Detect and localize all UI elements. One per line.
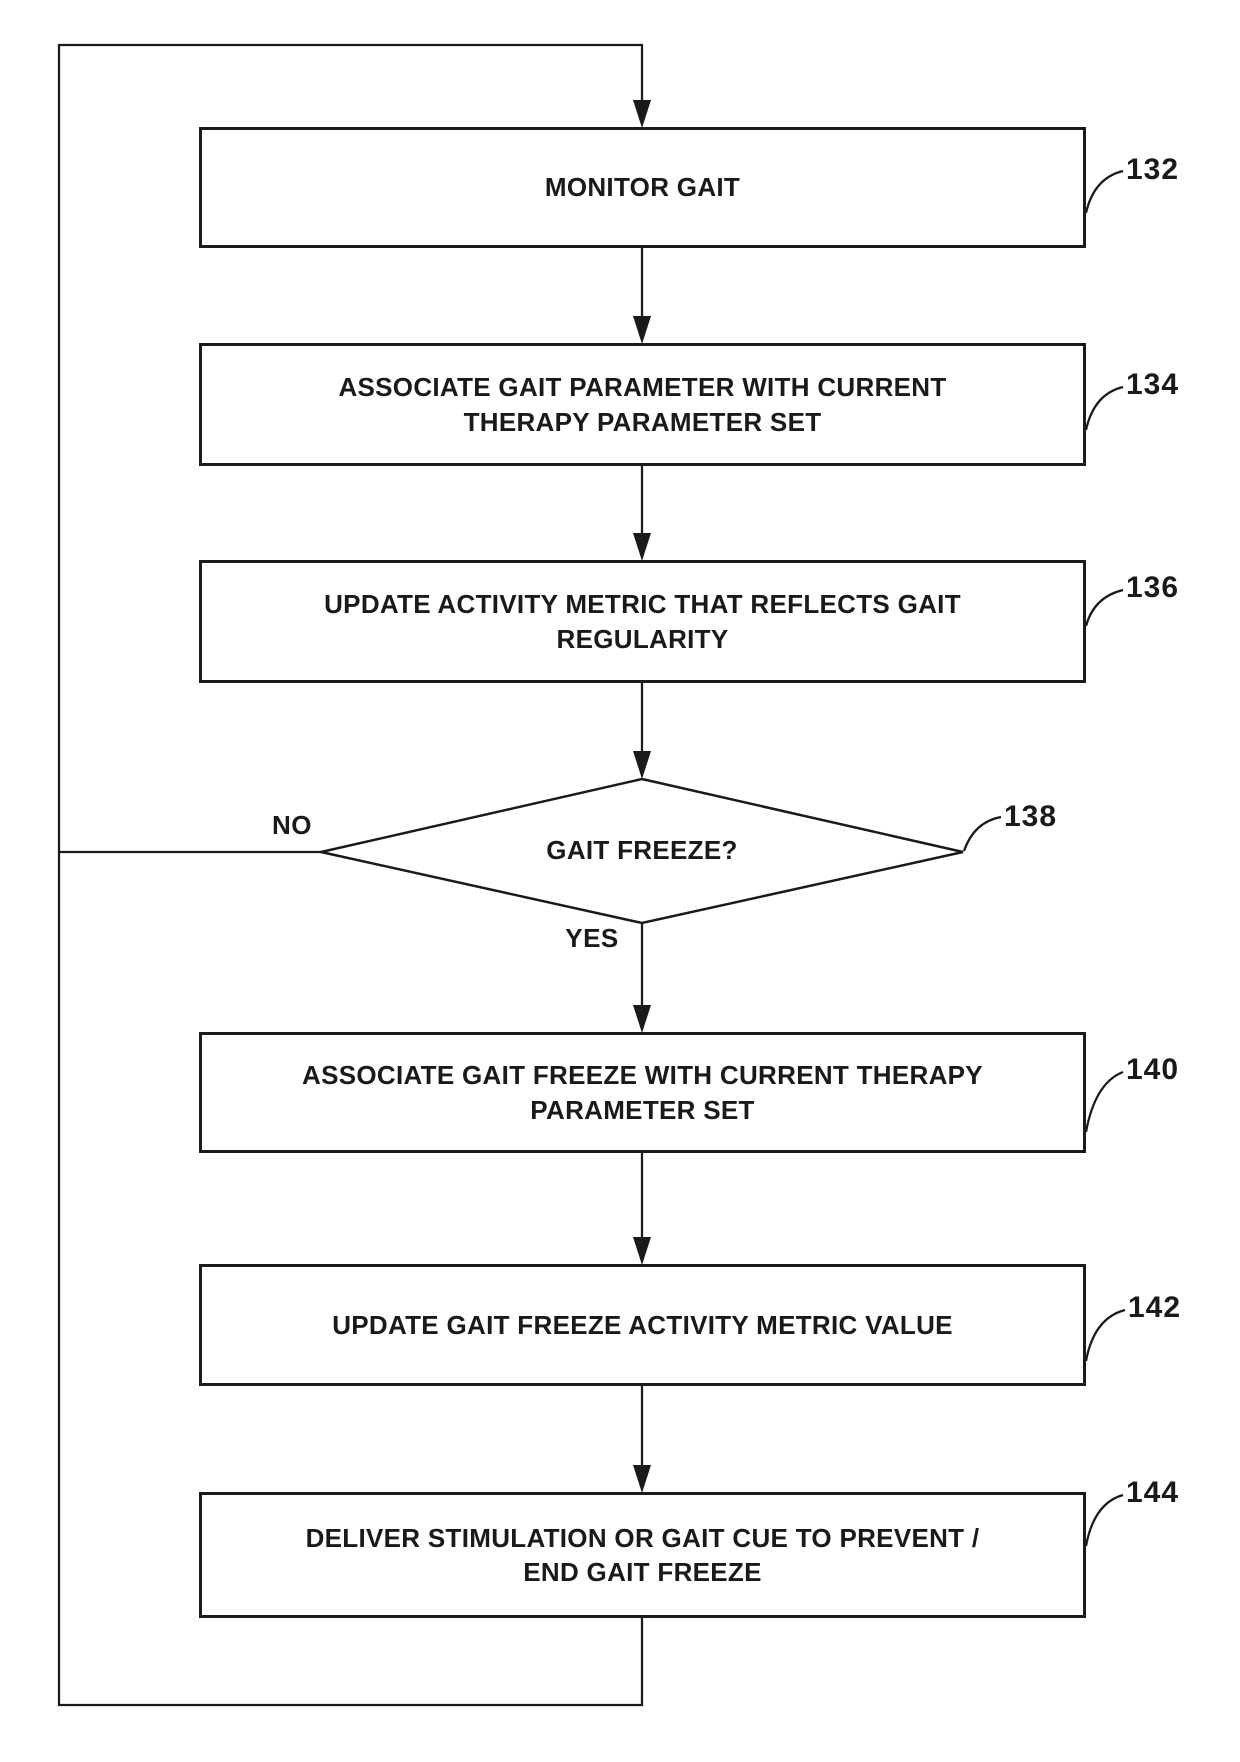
ref-label-136: 136 [1126, 571, 1180, 604]
arrowhead-into-134 [633, 316, 651, 344]
leader-line-134 [1086, 387, 1123, 430]
leader-line-138 [964, 817, 1001, 851]
process-box-associate-gait-freeze [199, 1032, 1086, 1153]
arrowhead-into-140 [633, 1005, 651, 1033]
leader-line-142 [1086, 1310, 1125, 1361]
leader-line-132 [1086, 171, 1123, 213]
ref-label-134: 134 [1126, 368, 1180, 401]
leader-line-144 [1086, 1495, 1123, 1546]
ref-label-132: 132 [1126, 153, 1180, 186]
ref-label-140: 140 [1126, 1053, 1180, 1086]
process-box-label: UPDATE ACTIVITY METRIC THAT REFLECTS GAIT REGULARITY [324, 589, 961, 654]
process-box-label: UPDATE GAIT FREEZE ACTIVITY METRIC VALUE [332, 1309, 953, 1340]
ref-label-144: 144 [1126, 1476, 1180, 1509]
leader-line-140 [1086, 1072, 1123, 1132]
process-box-label: ASSOCIATE GAIT PARAMETER WITH CURRENT THERAPY PARAMETER SET [338, 372, 947, 437]
ref-label-138: 138 [1004, 800, 1058, 833]
branch-label-no: NO [272, 810, 312, 840]
arrowhead-into-138 [633, 751, 651, 779]
process-box-update-gait-freeze-metric [199, 1264, 1086, 1386]
ref-label-142: 142 [1128, 1291, 1182, 1324]
process-box-label: DELIVER STIMULATION OR GAIT CUE TO PREVENT / END GAIT FREEZE [305, 1522, 980, 1587]
arrowhead-into-142 [633, 1237, 651, 1265]
arrowhead-into-132 [633, 100, 651, 128]
process-box-associate-gait-parameter [199, 343, 1086, 466]
arrowhead-into-144 [633, 1465, 651, 1493]
process-box-label: ASSOCIATE GAIT FREEZE WITH CURRENT THERAPY PARAMETER SET [302, 1060, 983, 1125]
decision-diamond-label: GAIT FREEZE? [546, 835, 738, 865]
process-box-deliver-stimulation [199, 1492, 1086, 1618]
arrowhead-into-136 [633, 533, 651, 561]
branch-label-yes: YES [565, 923, 619, 953]
process-box-label: MONITOR GAIT [544, 172, 741, 203]
process-box-update-activity-metric [199, 560, 1086, 683]
leader-line-136 [1086, 590, 1123, 626]
process-box-monitor-gait [199, 127, 1086, 248]
